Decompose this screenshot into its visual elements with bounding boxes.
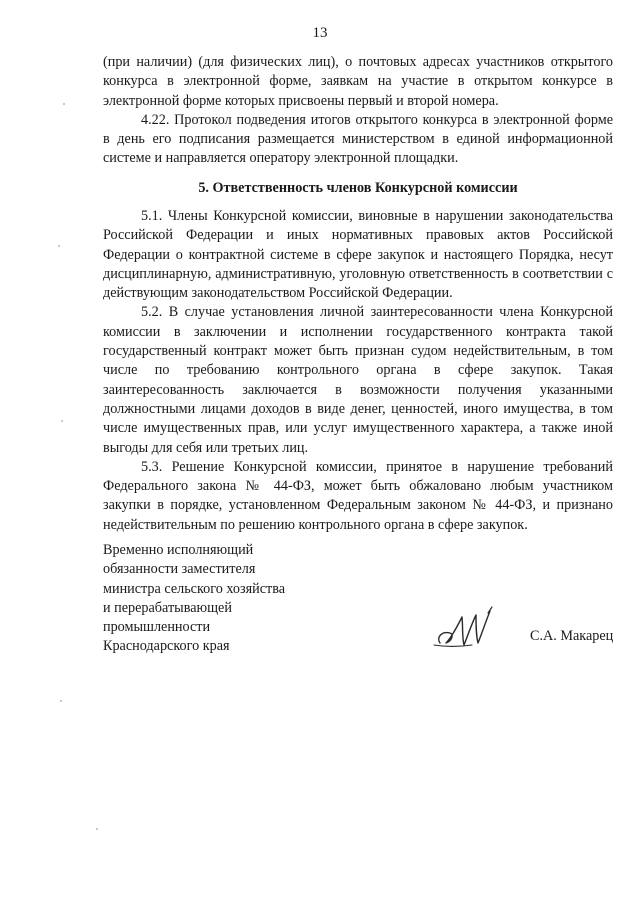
signer-position xyxy=(103,541,285,657)
paragraph-5-2: 5.2. В случае установления личной заинтересованности члена Конкурсной комиссии в заключении и исполнении государственного контракта такой государственный контракт может быть признан судом недействительным, в том числе по требованию контрольного органа в сфере закупок. Такая заинтересованность заключается в возможности получения указанными должностными лицами доходов в виде денег, ценностей, иного имущества, в том числе имущественных прав, или услуг имущественного характера, а также иной выгоды для себя или третьих лиц. xyxy=(103,304,613,456)
section-5-body xyxy=(103,207,613,535)
paragraph-5-1: 5.1. Члены Конкурсной комиссии, виновные в нарушении законодательства Российской Федерации и иных нормативных правовых актов Российской Федерации о контрактной системе в сфере закупок и настоящего Порядка, несут дисциплинарную, административную, уголовную ответственность в соответствии с действующим законодательством Российской Федерации. xyxy=(103,208,613,302)
paragraph-4-22: 4.22. Протокол подведения итогов открытого конкурса в электронной форме в день его подписания размещается министерством в единой информационной системе и направляется оператору электронной площадки. xyxy=(103,111,613,167)
signer-name: С.А. Макарец xyxy=(530,628,614,644)
handwritten-signature xyxy=(432,603,502,653)
intro-text xyxy=(103,53,613,169)
signer-position-line: промышленности xyxy=(103,619,211,636)
scan-speck xyxy=(63,103,65,105)
page-number: 13 xyxy=(312,25,328,41)
paragraph-5-3: 5.3. Решение Конкурсной комиссии, принятое в нарушение требований Федерального закона № 44-ФЗ, может быть обжаловано любым участником закупки в порядке, установленном Федеральным законом № 44-ФЗ, и признано недействительным по решению контрольного органа в сфере закупок. xyxy=(103,458,613,533)
signer-position-line: министра сельского хозяйства xyxy=(103,580,286,597)
section-heading: 5. Ответственность членов Конкурсной комиссии xyxy=(198,180,518,196)
signer-position-line: Временно исполняющий xyxy=(103,542,254,558)
scan-speck xyxy=(96,828,98,830)
paragraph-continuation: (при наличии) (для физических лиц), о почтовых адресах участников открытого конкурса в электронной форме, заявкам на участие в открытом конкурсе в электронной форме которых присвоены первый и второй номера. xyxy=(103,54,613,109)
signer-position-line: Краснодарского края xyxy=(103,638,230,655)
scan-speck xyxy=(61,420,63,422)
signer-position-line: и перерабатывающей xyxy=(103,599,232,616)
scan-speck xyxy=(58,245,60,247)
section-5-heading-block xyxy=(103,179,613,198)
scan-speck xyxy=(60,700,62,702)
signer-position-line: обязанности заместителя xyxy=(103,561,256,578)
